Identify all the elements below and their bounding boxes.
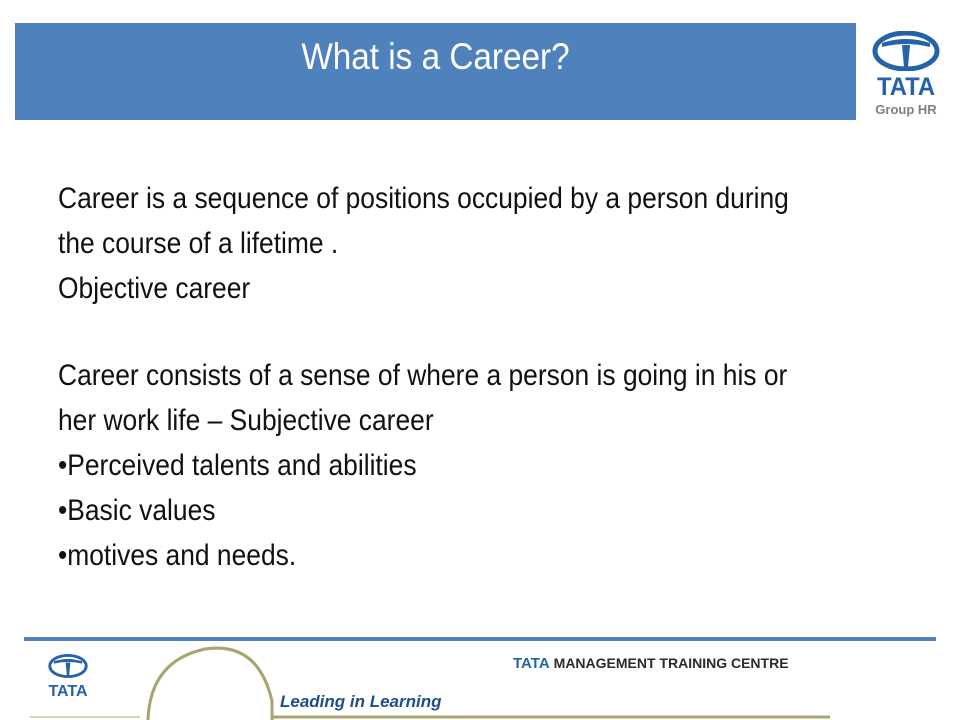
bullet-item: •motives and needs. bbox=[58, 539, 297, 572]
body-line: her work life – Subjective career bbox=[58, 404, 434, 437]
bullet-item: •Basic values bbox=[58, 494, 216, 527]
slide-title: What is a Career? bbox=[301, 36, 570, 77]
tagline: Leading in Learning bbox=[280, 692, 442, 711]
header-wordmark: TATA bbox=[876, 73, 936, 101]
tata-logo-icon bbox=[872, 31, 940, 71]
footer-logo bbox=[38, 653, 98, 713]
title-bar bbox=[15, 23, 856, 120]
body-line: Career is a sequence of positions occupied by a person during bbox=[58, 182, 789, 215]
training-centre-name bbox=[513, 655, 789, 672]
header-brand bbox=[858, 25, 954, 125]
bullet-item: •Perceived talents and abilities bbox=[58, 449, 417, 482]
footer bbox=[0, 641, 960, 720]
body-line: Career consists of a sense of where a person is going in his or bbox=[58, 359, 788, 392]
body-line: the course of a lifetime . bbox=[58, 227, 339, 260]
group-hr-label: Group HR bbox=[875, 102, 937, 117]
slide-body bbox=[58, 176, 928, 578]
body-line: Objective career bbox=[58, 272, 251, 305]
footer-arc-decoration bbox=[0, 641, 960, 720]
tata-logo-icon bbox=[48, 653, 88, 679]
centre-name-text: MANAGEMENT TRAINING CENTRE bbox=[553, 655, 789, 671]
body-spacer bbox=[58, 311, 824, 353]
footer-wordmark: TATA bbox=[48, 683, 88, 700]
centre-brand: TATA bbox=[513, 655, 550, 672]
